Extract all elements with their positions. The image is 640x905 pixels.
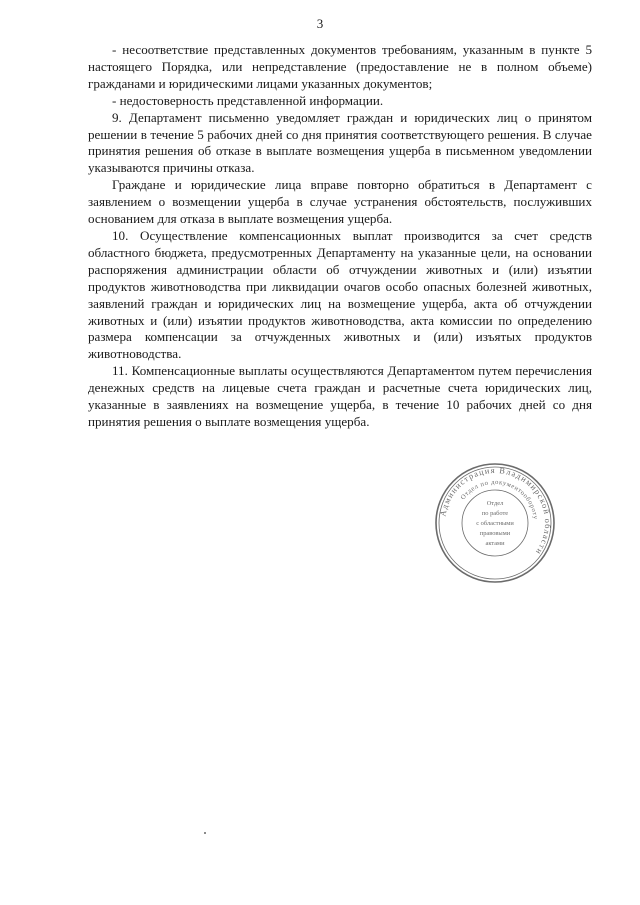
stamp-inner-text: Отдел по документообороту (459, 478, 539, 521)
paragraph-item-11: 11. Компенсационные выплаты осуществляются Департаментом путем перечисления денежных средств на лицевые счета граждан и расчетные счета юридических лиц, указанные в заявлениях на возмещение ущерба, в течение 10 рабочих дней со дня принятия решения о выплате возмещения ущерба. (88, 363, 592, 429)
paragraph-item-10: 10. Осуществление компенсационных выплат производится за счет средств областного бюджета, предусмотренных Департаменту на указанные цели, на основании распоряжения администрации области об отчуждении животных и (или) изъятии продуктов животноводства при ликвидации очагов особо опасных болезней животных, заявлений граждан и юридических лиц на возмещение ущерба, акта об отчуждении животных и (или) изъятии продуктов животноводства, акта комиссии по определению размера компенсации за отчужденных животных и (или) изъятых продуктов животноводства. (88, 227, 592, 362)
stamp-center-line: с областными (476, 520, 514, 527)
stamp-outer-text: Администрация Владимирской области (438, 465, 553, 557)
paragraph-unreliability: - недостоверность представленной информации. (112, 92, 384, 108)
page-number: 3 (316, 16, 324, 31)
official-stamp (434, 462, 556, 584)
paragraph-reapply: Граждане и юридические лица вправе повторно обратиться в Департамент с заявлением о возмещении ущерба в случае устранения обстоятельств, послуживших основанием для отказа в выплате возмещения ущерба. (88, 177, 592, 227)
scan-speck (204, 832, 206, 834)
stamp-center-line: по работе (481, 510, 509, 517)
paragraph-nonconformity: - несоответствие представленных документов требованиям, указанным в пункте 5 настоящего Порядка, или непредставление (предоставление не в полном объеме) гражданами и юридическими лицами указанных документов; (88, 42, 592, 91)
stamp-seal-icon (434, 462, 556, 584)
paragraph-item-9: 9. Департамент письменно уведомляет граждан и юридических лиц о принятом решении в течение 5 рабочих дней со дня принятия соответствующего решения. В случае принятия решения об отказе в выплате возмещения ущерба в письменном уведомлении указываются причины отказа. (88, 109, 592, 176)
stamp-center-line: Отдел (486, 500, 504, 507)
document-body (88, 42, 592, 431)
stamp-center-line: правовыми (479, 530, 511, 537)
stamp-center-line: актами (485, 540, 505, 547)
